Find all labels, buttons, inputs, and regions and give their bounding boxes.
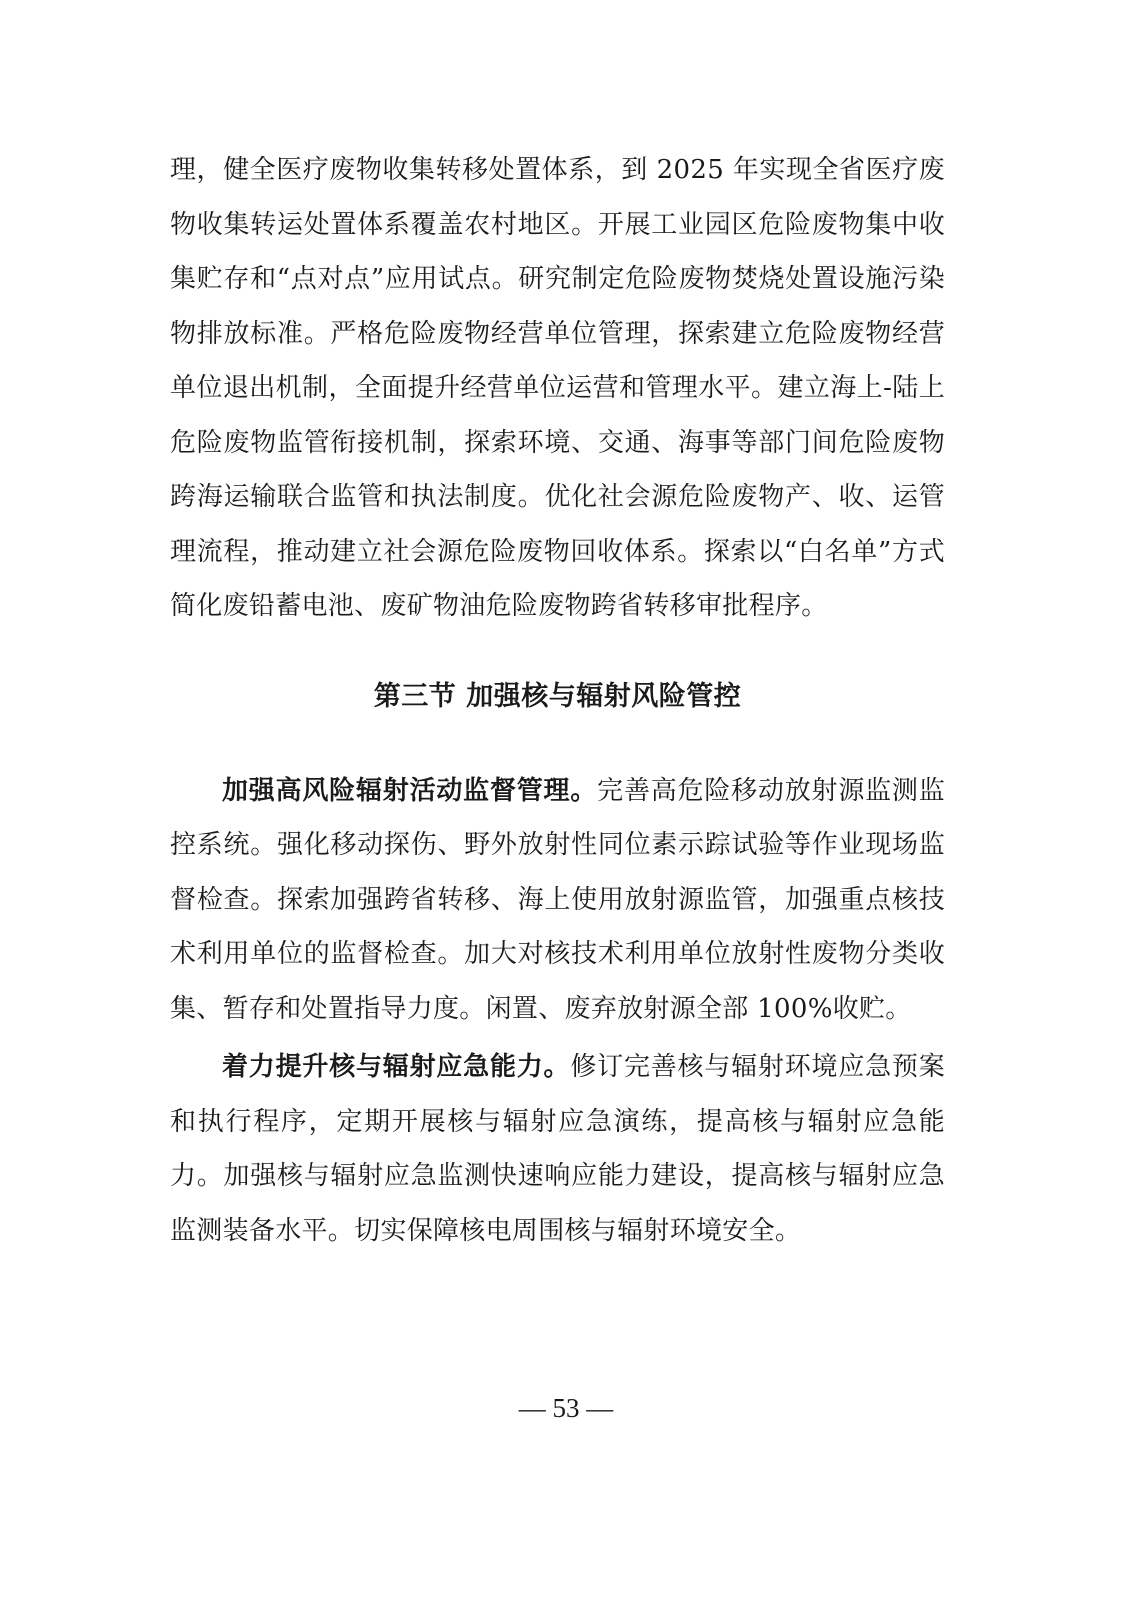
page-number: — 53 — bbox=[518, 1393, 614, 1423]
body-paragraph-radiation-supervision bbox=[170, 764, 945, 1037]
paragraph-lead-bold: 着力提升核与辐射应急能力。 bbox=[222, 1052, 571, 1082]
paragraph-body-text: 完善高危险移动放射源监测监控系统。强化移动探伤、野外放射性同位素示踪试验等作业现场监督检查。探索加强跨省转移、海上使用放射源监管，加强重点核技术利用单位的监督检查。加大对核技术利用单位放射性废物分类收集、暂存和处置指导力度。闲置、废弃放射源全部 100%收贮。 bbox=[170, 775, 946, 1024]
document-page bbox=[170, 143, 945, 1258]
body-paragraph-emergency-capability bbox=[170, 1040, 945, 1258]
paragraph-lead-bold: 加强高风险辐射活动监督管理。 bbox=[222, 775, 598, 806]
body-paragraph-continued: 理，健全医疗废物收集转移处置体系，到 2025 年实现全省医疗废物收集转运处置体系覆盖农村地区。开展工业园区危险废物集中收集贮存和“点对点”应用试点。研究制定危险废物焚烧处置设施污染物排放标准。严格危险废物经营单位管理，探索建立危险废物经营单位退出机制，全面提升经营单位运营和管理水平。建立海上-陆上危险废物监管衔接机制，探索环境、交通、海事等部门间危险废物跨海运输联合监管和执法制度。优化社会源危险废物产、收、运管理流程，推动建立社会源危险废物回收体系。探索以“白名单”方式简化废铅蓄电池、废矿物油危险废物跨省转移审批程序。 bbox=[170, 155, 945, 621]
section-heading: 第三节 加强核与辐射风险管控 bbox=[373, 680, 742, 712]
paragraph-body-text: 修订完善核与辐射环境应急预案和执行程序，定期开展核与辐射应急演练，提高核与辐射应急能力。加强核与辐射应急监测快速响应能力建设，提高核与辐射应急监测装备水平。切实保障核电周围核与辐射环境安全。 bbox=[170, 1052, 946, 1246]
